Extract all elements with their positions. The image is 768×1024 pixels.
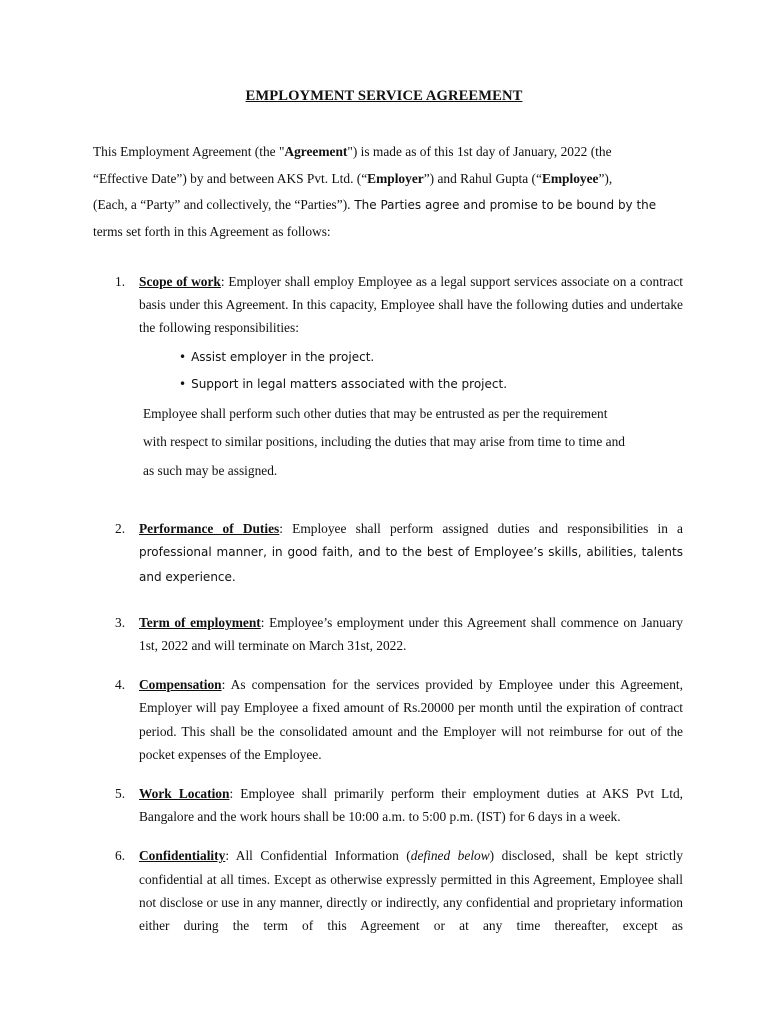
section-text: professional manner, in good faith, and to the best of Employee’s skills, abilities, talents and experience. xyxy=(139,545,683,584)
section-number: 2. xyxy=(115,521,126,537)
section-text: : Employer shall employ Employee as a legal support services associate on a contract basis under this Agreement. In this capacity, Employee shall have the following duties and undertake the following responsibilities: xyxy=(139,274,683,336)
bullet-text: Support in legal matters associated with the project. xyxy=(191,376,508,391)
section-text: : Employee shall perform assigned duties and responsibilities in a xyxy=(279,521,684,537)
section-body xyxy=(139,844,683,937)
section-text: : Employee shall primarily perform their employment duties at AKS Pvt Ltd, Bangalore and the work hours shall be 10:00 a.m. to 5:00 p.m. (IST) for 6 days in a week. xyxy=(139,785,683,825)
intro-line-4 xyxy=(93,219,683,246)
section-body xyxy=(139,673,683,766)
section-performance-of-duties xyxy=(93,517,683,589)
intro-paragraph xyxy=(93,139,683,245)
section-number: 5. xyxy=(115,785,126,801)
employee-term: Employee xyxy=(541,170,599,186)
section-number: 4. xyxy=(115,677,126,693)
section-heading: Confidentiality xyxy=(139,848,226,864)
duties-list xyxy=(139,344,683,398)
section-text: ) disclosed, shall be kept strictly confidential at all times. Except as otherwise expressly permitted in this Agreement, Employee shall not disclose or use in any manner, directly or indirectly, any confidential and proprietary information either during the term of this Agreement or at any time thereafter, except as xyxy=(139,848,683,933)
section-number: 3. xyxy=(115,614,126,630)
intro-text: ") is made as of this 1st day of January, 2022 (the xyxy=(347,144,612,159)
section-heading: Compensation xyxy=(139,677,222,693)
intro-text: (Each, a “Party” and collectively, the “Parties”). xyxy=(93,197,351,212)
section-heading: Term of employment xyxy=(139,614,261,630)
intro-text: This Employment Agreement (the " xyxy=(93,144,285,159)
list-item xyxy=(179,344,683,371)
defined-below-text: defined below xyxy=(410,848,490,864)
section-compensation xyxy=(93,673,683,766)
list-item xyxy=(179,371,683,398)
other-duties-text xyxy=(143,400,683,486)
text-line: Employee shall perform such other duties that may be entrusted as per the requirement xyxy=(143,405,608,421)
text-line: as such may be assigned. xyxy=(143,462,278,478)
employer-term: Employer xyxy=(367,170,424,186)
section-confidentiality xyxy=(93,844,683,937)
document-title: EMPLOYMENT SERVICE AGREEMENT xyxy=(245,88,523,104)
intro-text: ”), xyxy=(598,170,613,186)
intro-line-1 xyxy=(93,139,683,166)
bullet-icon: • xyxy=(179,376,187,391)
section-body xyxy=(139,611,683,657)
section-term-of-employment xyxy=(93,611,683,657)
intro-line-3 xyxy=(93,192,683,219)
section-work-location xyxy=(93,782,683,828)
section-body xyxy=(139,517,683,589)
section-text: : All Confidential Information ( xyxy=(225,848,411,864)
agreement-term: Agreement xyxy=(284,144,348,159)
intro-text: terms set forth in this Agreement as follows: xyxy=(93,223,331,239)
section-heading: Work Location xyxy=(139,785,230,801)
section-text: : Employee’s employment under this Agreement shall commence on January 1st, 2022 and will terminate on March 31st, 2022. xyxy=(139,614,683,653)
section-body xyxy=(139,782,683,828)
intro-text: The Parties agree and promise to be bound by the xyxy=(350,198,657,212)
section-heading: Performance of Duties xyxy=(139,521,280,537)
section-number: 6. xyxy=(115,848,126,864)
bullet-icon: • xyxy=(179,349,187,364)
section-heading: Scope of work xyxy=(139,274,221,289)
section-number: 1. xyxy=(115,274,126,289)
text-line: with respect to similar positions, including the duties that may arise from time to time and xyxy=(143,434,625,450)
bullet-text: Assist employer in the project. xyxy=(191,349,375,364)
section-text: : As compensation for the services provided by Employee under this Agreement, Employer will pay Employee a fixed amount of Rs.20000 per month until the expiration of contract period. This shall be the consolidated amount and the Employer will not reimburse for out of the pocket expenses of the Employee. xyxy=(139,677,683,762)
section-scope-of-work xyxy=(93,270,683,485)
intro-text: ”) and Rahul Gupta (“ xyxy=(423,170,542,186)
sections-list xyxy=(93,270,683,937)
intro-line-2 xyxy=(93,166,683,193)
intro-text: “Effective Date”) by and between AKS Pvt. Ltd. (“ xyxy=(93,170,368,186)
section-body xyxy=(139,270,683,340)
